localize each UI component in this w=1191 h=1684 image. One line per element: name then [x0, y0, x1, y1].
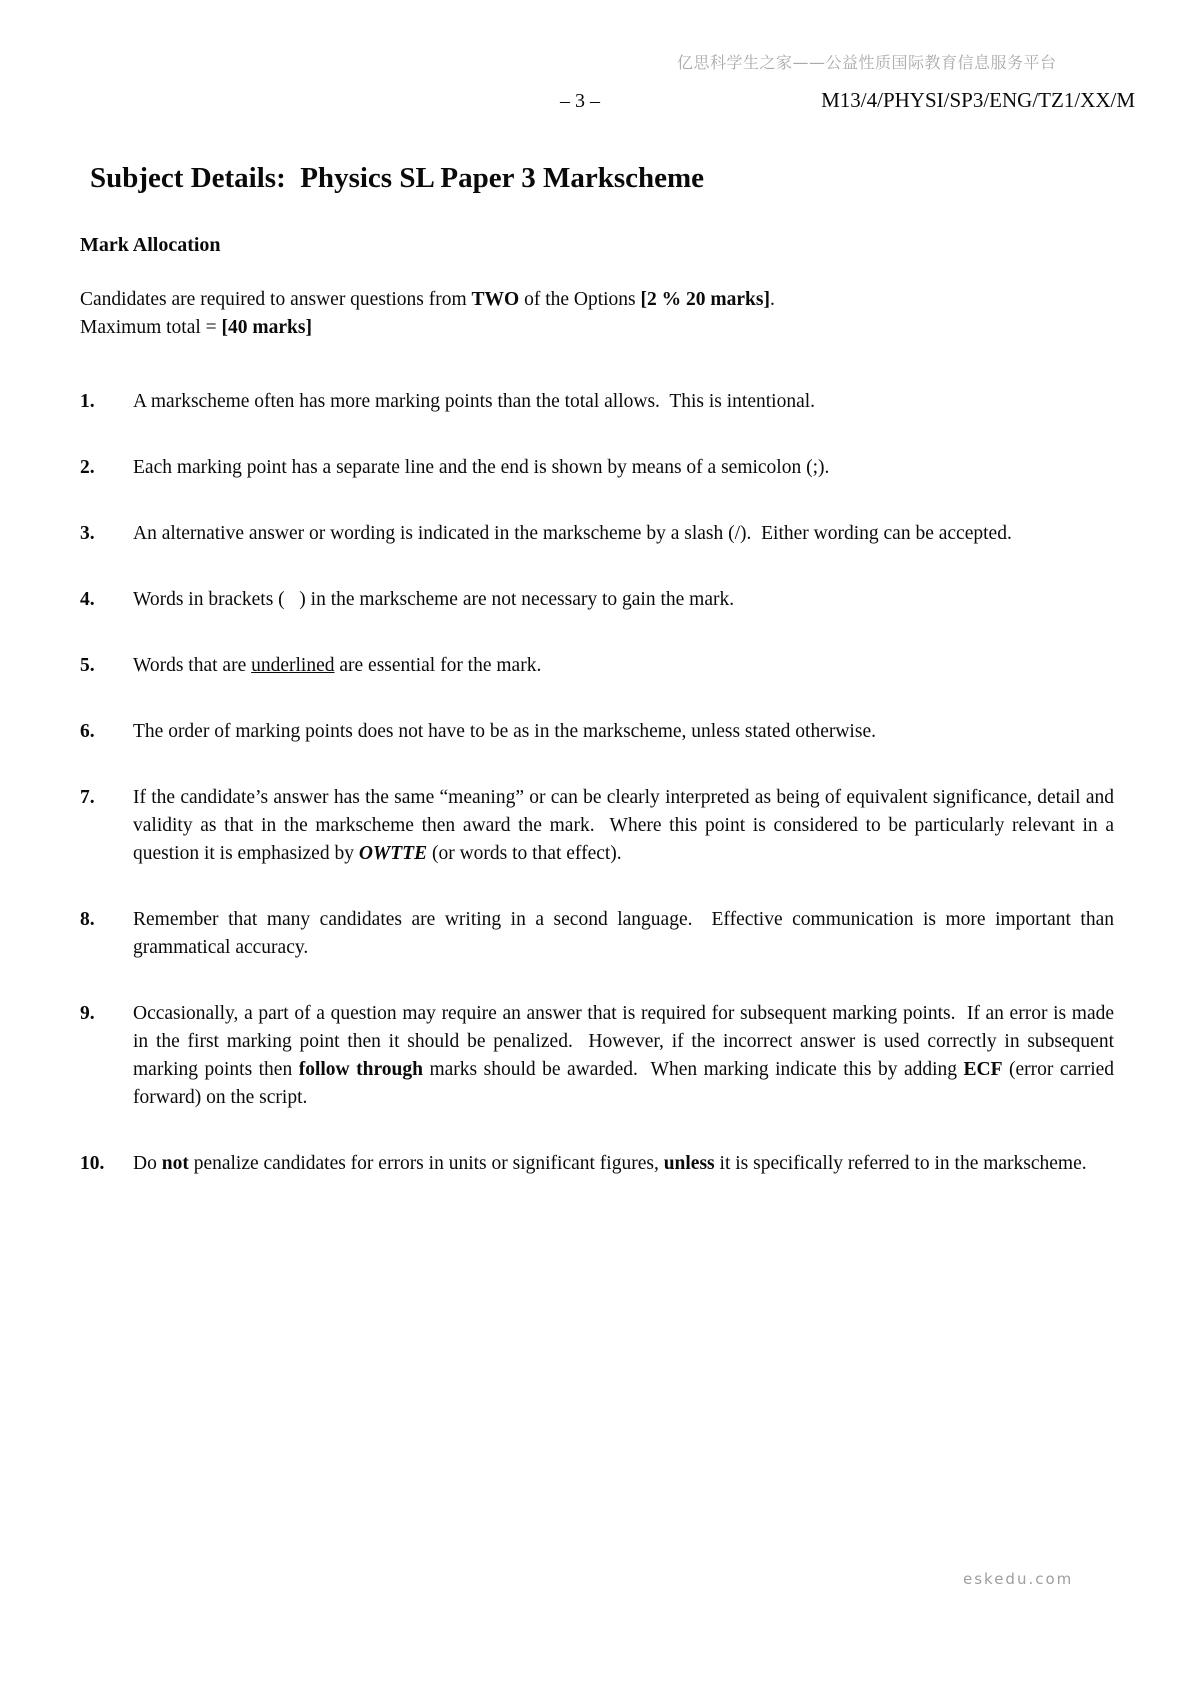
- list-item: [80, 586, 1114, 614]
- text-segment: follow through: [298, 1059, 423, 1080]
- item-number: 10.: [80, 1153, 105, 1174]
- list-item: [80, 1150, 1114, 1178]
- item-number: 2.: [80, 457, 95, 478]
- list-item: [80, 388, 1114, 416]
- text-segment: If the candidate’s answer has the same “meaning” or can be clearly interpreted as being of equivalent significance, detail and validity as that in the markscheme then award the mark. Where this point is considered to be particularly relevant in a question it is emphasized by: [133, 787, 1114, 864]
- page-content: [80, 160, 1114, 1216]
- list-item: [80, 454, 1114, 482]
- text-segment: Words that are: [133, 655, 252, 676]
- text-segment: not: [161, 1153, 189, 1174]
- text-segment: [40 marks]: [221, 317, 312, 338]
- text-segment: Remember that many candidates are writing in a second language. Effective communication is more important than grammatical accuracy.: [133, 909, 1114, 958]
- list-item: [80, 520, 1114, 548]
- text-segment: TWO: [471, 289, 520, 310]
- intro-line: [80, 314, 1114, 342]
- text-segment: ECF: [963, 1059, 1003, 1080]
- text-segment: underlined: [251, 655, 335, 676]
- text-segment: it is specifically referred to in the markscheme.: [714, 1153, 1087, 1174]
- text-segment: are essential for the mark.: [334, 655, 542, 676]
- text-segment: penalize candidates for errors in units or significant figures,: [188, 1153, 664, 1174]
- list-item: [80, 652, 1114, 680]
- text-segment: [2 % 20 marks]: [640, 289, 770, 310]
- page-number: – 3 –: [560, 90, 600, 112]
- text-segment: (or words to that effect).: [427, 843, 622, 864]
- text-segment: The order of marking points does not have to be as in the markscheme, unless stated otherwise.: [133, 721, 876, 742]
- item-number: 5.: [80, 655, 95, 676]
- footer-watermark: eskedu.com: [963, 1570, 1074, 1588]
- page-title: Subject Details: Physics SL Paper 3 Markscheme: [90, 162, 705, 194]
- item-number: 1.: [80, 391, 95, 412]
- rules-list: [80, 388, 1114, 1178]
- text-segment: Words in brackets ( ) in the markscheme are not necessary to gain the mark.: [133, 589, 735, 610]
- item-number: 9.: [80, 1003, 95, 1024]
- list-item: [80, 1000, 1114, 1112]
- item-number: 6.: [80, 721, 95, 742]
- text-segment: Occasionally, a part of a question may require an answer that is required for subsequent marking points. If an error is made in the first marking point then it should be penalized. However, if the incorrect answer is used correctly in subsequent marking points then: [133, 1003, 1114, 1080]
- header-watermark: 亿思科学生之家——公益性质国际教育信息服务平台: [677, 53, 1057, 72]
- item-number: 4.: [80, 589, 95, 610]
- intro-paragraph: [80, 286, 1114, 342]
- text-segment: An alternative answer or wording is indicated in the markscheme by a slash (/). Either wording can be accepted.: [133, 523, 1012, 544]
- text-segment: Each marking point has a separate line and the end is shown by means of a semicolon (;).: [133, 457, 830, 478]
- text-segment: Maximum total =: [80, 317, 222, 338]
- text-segment: of the Options: [519, 289, 641, 310]
- list-item: [80, 906, 1114, 962]
- text-segment: unless: [663, 1153, 715, 1174]
- intro-line: [80, 286, 1114, 314]
- item-number: 3.: [80, 523, 95, 544]
- section-heading: Mark Allocation: [80, 234, 221, 256]
- text-segment: Candidates are required to answer questions from: [80, 289, 472, 310]
- list-item: [80, 718, 1114, 746]
- text-segment: A markscheme often has more marking points than the total allows. This is intentional.: [133, 391, 816, 412]
- text-segment: OWTTE: [358, 843, 428, 864]
- text-segment: (error carried forward) on the script.: [133, 1059, 1115, 1108]
- text-segment: .: [769, 289, 775, 310]
- list-item: [80, 784, 1114, 868]
- text-segment: marks should be awarded. When marking indicate this by adding: [422, 1059, 964, 1080]
- text-segment: Do: [133, 1153, 162, 1174]
- item-number: 7.: [80, 787, 95, 808]
- item-number: 8.: [80, 909, 95, 930]
- paper-code: M13/4/PHYSI/SP3/ENG/TZ1/XX/M: [821, 88, 1135, 112]
